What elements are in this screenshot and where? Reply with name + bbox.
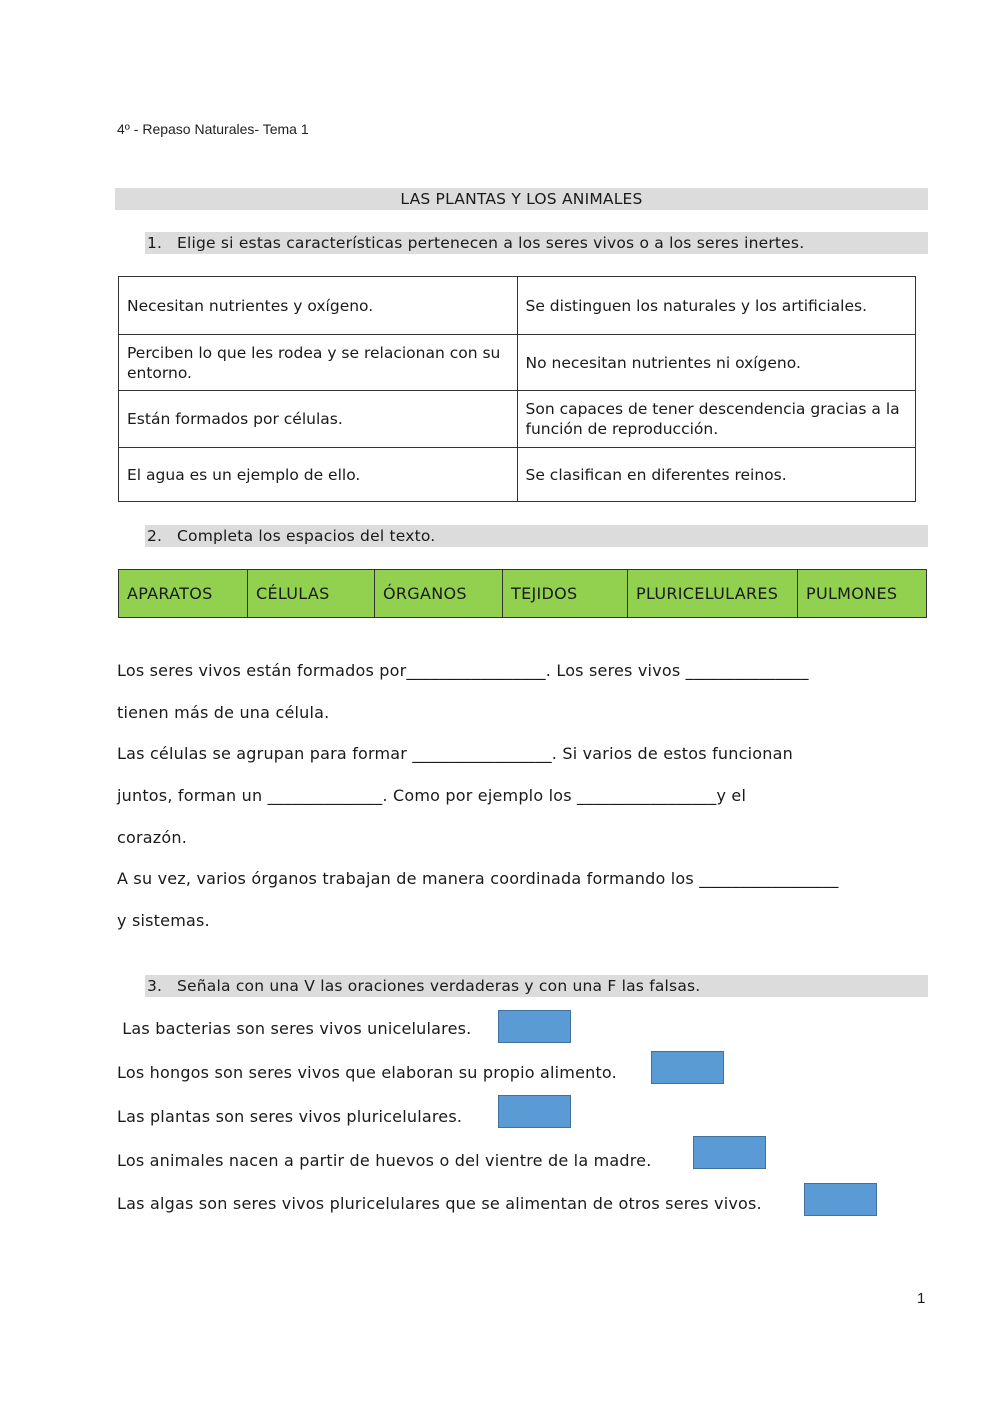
fill-in-line[interactable]: Los seres vivos están formados por_________________. Los seres vivos _______________ (117, 661, 809, 680)
table-cell[interactable]: Perciben lo que les rodea y se relacionan con su entorno. (119, 335, 518, 391)
word-bank-item[interactable]: PULMONES (798, 570, 927, 618)
table-cell[interactable]: No necesitan nutrientes ni oxígeno. (517, 335, 916, 391)
true-false-statement: Las algas son seres vivos pluricelulares que se alimentan de otros seres vivos. (117, 1194, 762, 1213)
fill-in-line: y sistemas. (117, 911, 210, 930)
word-bank-item[interactable]: ÓRGANOS (375, 570, 503, 618)
fill-in-line[interactable]: Las células se agrupan para formar _________________. Si varios de estos funcionan (117, 744, 793, 763)
word-bank (118, 569, 927, 618)
question-2-number: 2. (147, 527, 163, 545)
table-row (119, 391, 916, 448)
question-2-text: Completa los espacios del texto. (177, 527, 436, 545)
fill-in-line: tienen más de una célula. (117, 703, 330, 722)
answer-box[interactable] (651, 1051, 724, 1084)
table-row (119, 448, 916, 502)
question-3-heading (145, 975, 928, 997)
table-cell[interactable]: Son capaces de tener descendencia gracias a la función de reproducción. (517, 391, 916, 448)
word-bank-item[interactable]: APARATOS (119, 570, 248, 618)
question-3-text: Señala con una V las oraciones verdaderas y con una F las falsas. (177, 977, 701, 995)
question-1-heading (145, 232, 928, 254)
true-false-statement: Los hongos son seres vivos que elaboran su propio alimento. (117, 1063, 617, 1082)
section-title: LAS PLANTAS Y LOS ANIMALES (115, 188, 928, 210)
true-false-statement: Los animales nacen a partir de huevos o del vientre de la madre. (117, 1151, 652, 1170)
word-bank-item[interactable]: CÉLULAS (248, 570, 375, 618)
table-cell[interactable]: Están formados por células. (119, 391, 518, 448)
table-cell[interactable]: Necesitan nutrientes y oxígeno. (119, 277, 518, 335)
fill-in-line[interactable]: juntos, forman un ______________. Como por ejemplo los _________________y el (117, 786, 747, 805)
answer-box[interactable] (693, 1136, 766, 1169)
question-1-number: 1. (147, 234, 163, 252)
true-false-statement: Las plantas son seres vivos pluricelulares. (117, 1107, 463, 1126)
answer-box[interactable] (498, 1095, 571, 1128)
table-cell[interactable]: Se clasifican en diferentes reinos. (517, 448, 916, 502)
table-cell[interactable]: El agua es un ejemplo de ello. (119, 448, 518, 502)
question-3-number: 3. (147, 977, 163, 995)
document-header: 4º - Repaso Naturales- Tema 1 (117, 121, 309, 137)
fill-in-line[interactable]: A su vez, varios órganos trabajan de manera coordinada formando los _________________ (117, 869, 839, 888)
page-number: 1 (917, 1290, 926, 1307)
fill-in-line: corazón. (117, 828, 187, 847)
word-bank-item[interactable]: PLURICELULARES (628, 570, 798, 618)
word-bank-row (119, 570, 927, 618)
answer-box[interactable] (498, 1010, 571, 1043)
question-2-heading (145, 525, 928, 547)
answer-box[interactable] (804, 1183, 877, 1216)
question-1-text: Elige si estas características pertenecen a los seres vivos o a los seres inertes. (177, 234, 805, 252)
word-bank-item[interactable]: TEJIDOS (503, 570, 628, 618)
table-cell[interactable]: Se distinguen los naturales y los artificiales. (517, 277, 916, 335)
table-row (119, 335, 916, 391)
table-row (119, 277, 916, 335)
characteristics-table (118, 276, 916, 502)
true-false-statement: Las bacterias son seres vivos unicelulares. (117, 1019, 472, 1038)
